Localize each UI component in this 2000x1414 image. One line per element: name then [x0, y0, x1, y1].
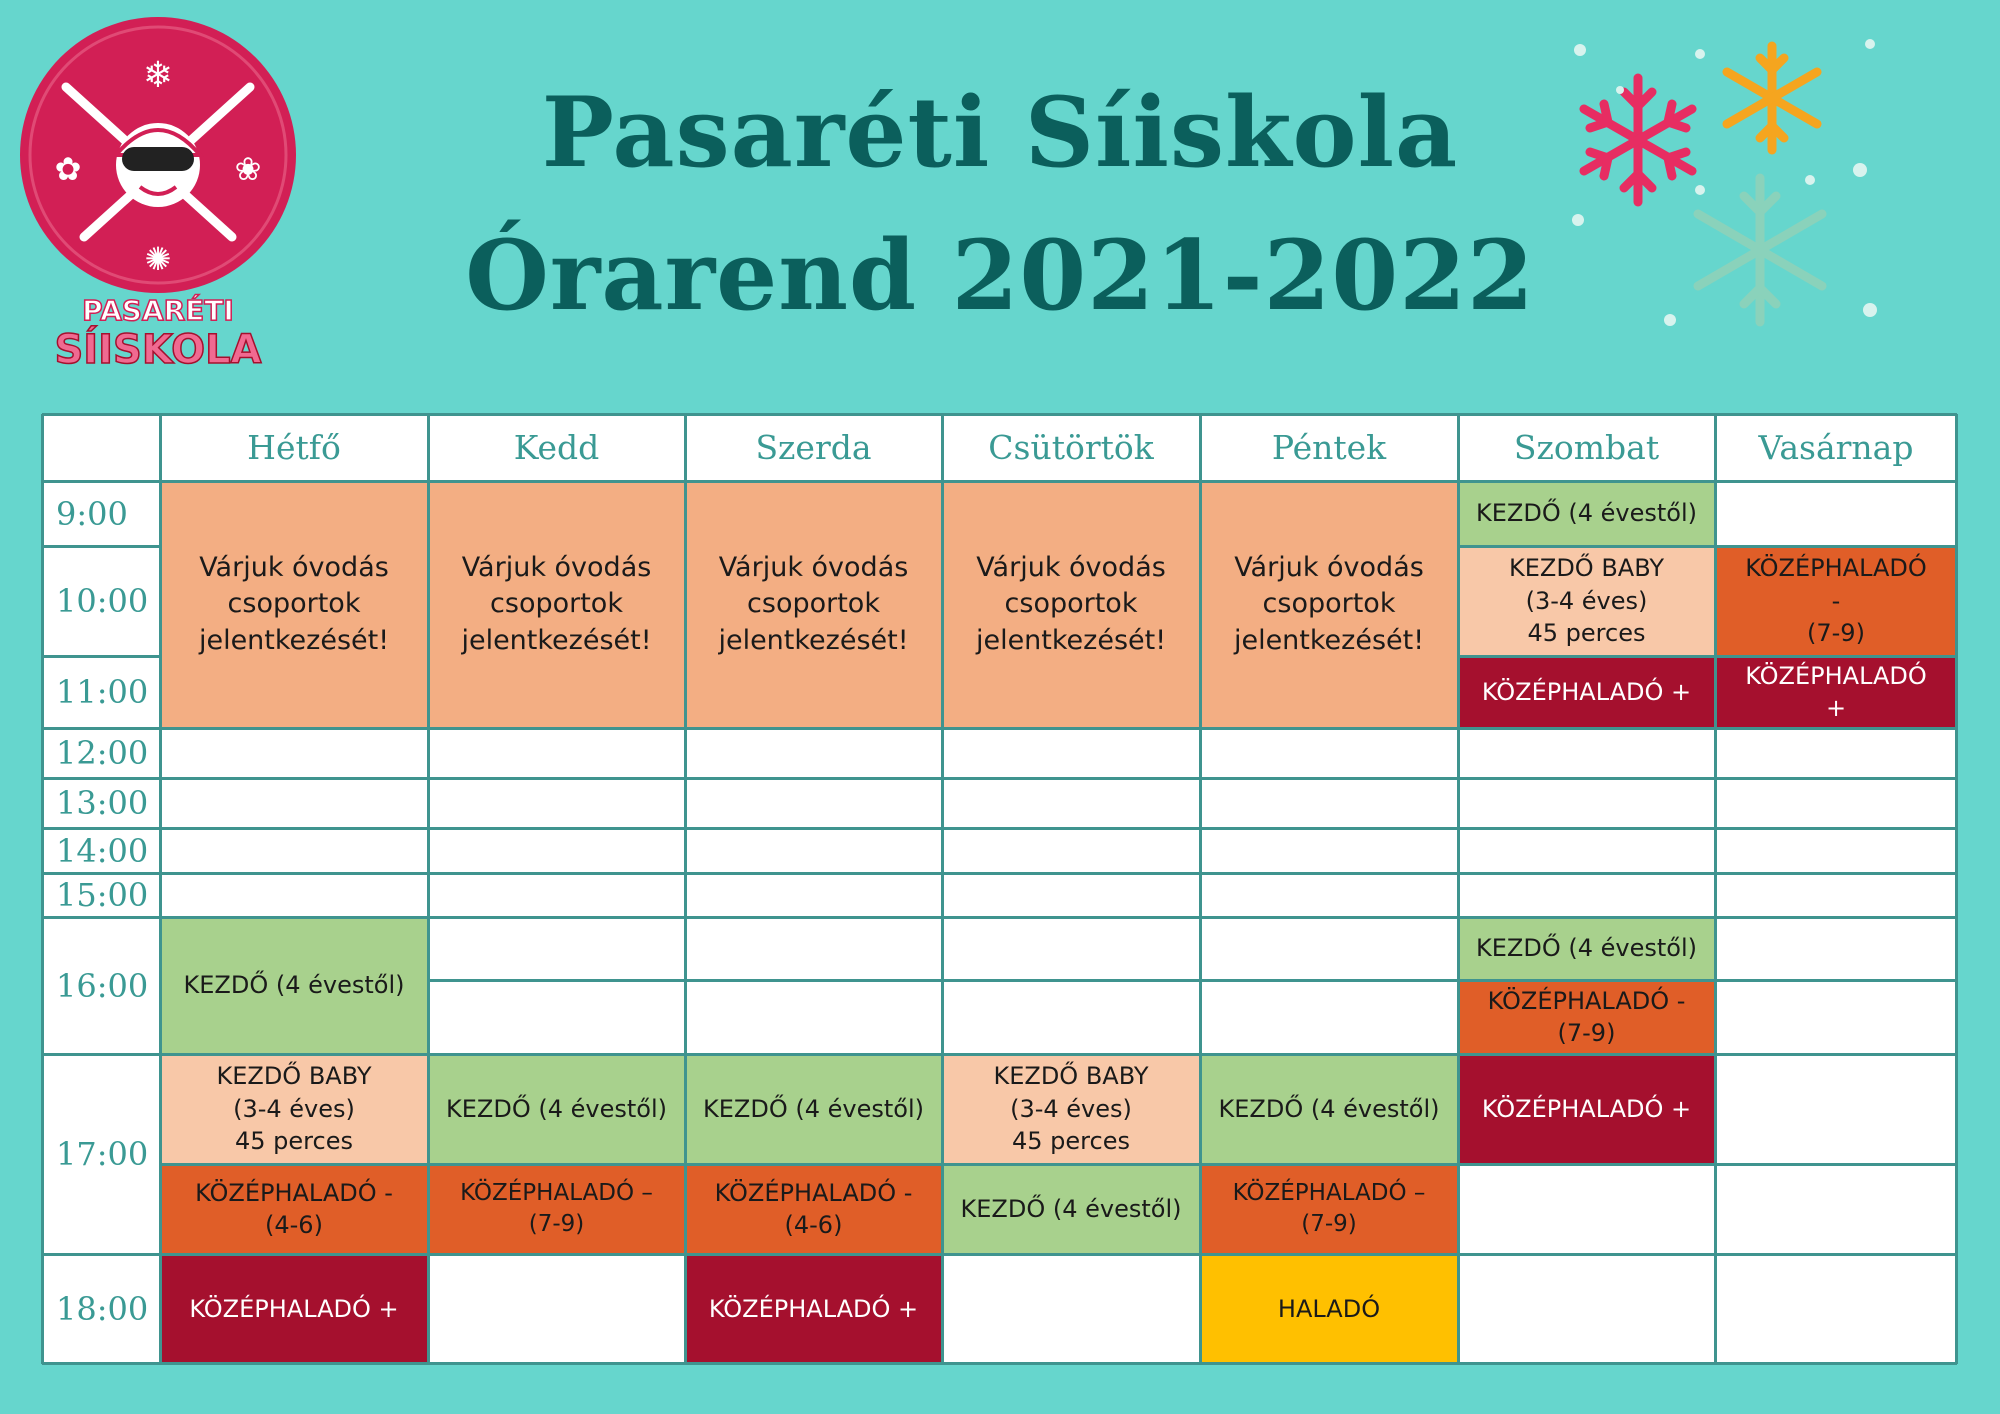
grid-line [41, 414, 44, 1364]
timetable [42, 414, 1957, 1364]
grid-line [684, 414, 687, 1364]
sat-11-cell-label: KÖZÉPHALADÓ + [1481, 677, 1692, 706]
kindergarten-cell-label: Várjuk óvodás csoportok jelentkezését! [198, 551, 390, 656]
snowflakes-decoration [1560, 30, 1900, 350]
grid-line [42, 1053, 1957, 1056]
grid-line [42, 916, 1957, 919]
sat-9-cell-label: KEZDŐ (4 évestől) [1476, 499, 1697, 528]
grid-line [1199, 414, 1202, 1364]
time-label: 9:00 [56, 494, 128, 533]
mon-17b-cell-label: KÖZÉPHALADÓ - (4-6) [195, 1178, 393, 1239]
wed-17a-cell [685, 1054, 942, 1164]
wed-18-cell-label: KÖZÉPHALADÓ + [708, 1294, 919, 1323]
tue-17a-cell-label: KEZDŐ (4 évestől) [446, 1094, 667, 1123]
grid-line [1458, 655, 1957, 658]
kindergarten-cell [942, 481, 1200, 728]
snowflake-icon [1584, 78, 1692, 202]
grid-line [42, 545, 160, 548]
day-header: Csütörtök [988, 428, 1154, 467]
sat-11-cell [1458, 656, 1715, 728]
day-header: Szombat [1513, 428, 1660, 467]
sun-11-cell [1715, 656, 1957, 728]
snowflake-icon [1698, 178, 1822, 322]
grid-line [42, 480, 1957, 483]
fri-17b-cell [1200, 1164, 1458, 1254]
time-label: 15:00 [56, 876, 149, 914]
mon-18-cell-label: KÖZÉPHALADÓ + [189, 1294, 399, 1323]
wed-17b-cell-label: KÖZÉPHALADÓ - (4-6) [714, 1178, 913, 1239]
grid-line [42, 827, 1957, 830]
page-subtitle: Órarend 2021-2022 [465, 219, 1535, 332]
snow-dots [1572, 39, 1877, 326]
fri-17a-cell [1200, 1054, 1458, 1164]
grid-line [1714, 414, 1717, 1364]
fri-18-cell [1200, 1254, 1458, 1364]
sun-10-cell-label: KÖZÉPHALADÓ - (7-9) [1745, 554, 1927, 648]
mon-16-cell-label: KEZDŐ (4 évestől) [183, 971, 405, 1000]
day-header: Péntek [1271, 428, 1387, 467]
thu-17a-cell-label: KEZDŐ BABY (3-4 éves) 45 perces [993, 1062, 1149, 1156]
kindergarten-cell-label: Várjuk óvodás csoportok jelentkezését! [975, 551, 1167, 656]
sat-17-cell [1458, 1054, 1715, 1164]
kindergarten-cell [428, 481, 685, 728]
time-label: 16:00 [56, 966, 149, 1005]
time-label: 18:00 [56, 1290, 149, 1328]
time-label: 12:00 [56, 734, 149, 772]
grid-line [42, 727, 1957, 730]
leaf-icon: ✿ [54, 150, 82, 188]
sat-16a-cell-label: KEZDŐ (4 évestől) [1476, 934, 1697, 963]
grid-line [428, 979, 1957, 982]
grid-line [42, 413, 1957, 416]
kindergarten-cell-label: Várjuk óvodás csoportok jelentkezését! [461, 551, 652, 656]
sat-9-cell [1458, 481, 1715, 546]
kindergarten-cell-label: Várjuk óvodás csoportok jelentkezését! [1233, 551, 1425, 656]
wed-18-cell [685, 1254, 942, 1364]
day-header: Szerda [755, 428, 872, 467]
flower-icon: ❀ [234, 150, 262, 188]
snowflake-icon: ❄ [142, 55, 174, 96]
time-label: 11:00 [56, 673, 149, 711]
wed-17a-cell-label: KEZDŐ (4 évestől) [703, 1094, 924, 1123]
time-label: 13:00 [56, 784, 149, 822]
sat-17-cell-label: KÖZÉPHALADÓ + [1481, 1094, 1692, 1123]
kindergarten-cell-label: Várjuk óvodás csoportok jelentkezését! [718, 551, 909, 656]
thu-17b-cell [942, 1164, 1200, 1254]
grid-line [42, 872, 1957, 875]
kindergarten-cell [685, 481, 942, 728]
fri-17a-cell-label: KEZDŐ (4 évestől) [1218, 1094, 1440, 1123]
day-header: Vasárnap [1758, 428, 1914, 467]
sat-10-cell [1458, 546, 1715, 656]
tue-17a-cell [428, 1054, 685, 1164]
sat-16b-cell-label: KÖZÉPHALADÓ - (7-9) [1487, 986, 1686, 1047]
sat-10-cell-label: KEZDŐ BABY (3-4 éves) 45 perces [1508, 554, 1665, 648]
grid-line [1955, 414, 1958, 1364]
snowflake-icon [1727, 46, 1817, 150]
grid-line [427, 414, 430, 1364]
time-label: 17:00 [56, 1135, 149, 1173]
tue-17b-cell [428, 1164, 685, 1254]
grid-line [941, 414, 944, 1364]
sun-icon: ✺ [144, 240, 172, 278]
thu-17b-cell-label: KEZDŐ (4 évestől) [960, 1194, 1182, 1223]
grid-line [160, 1163, 1957, 1166]
tue-17b-cell-label: KÖZÉPHALADÓ – (7-9) [460, 1179, 653, 1237]
logo-text-line1: PASARÉTI [82, 294, 234, 327]
grid-line [42, 1253, 1957, 1256]
mon-18-cell [160, 1254, 428, 1364]
logo-text-line2: SÍISKOLA [54, 327, 262, 370]
fri-17b-cell-label: KÖZÉPHALADÓ – (7-9) [1232, 1179, 1426, 1237]
time-label: 14:00 [56, 831, 149, 870]
sat-16a-cell [1458, 917, 1715, 980]
grid-line [42, 1362, 1957, 1365]
time-label: 10:00 [56, 582, 149, 620]
day-header: Hétfő [247, 428, 341, 467]
mon-17a-cell-label: KEZDŐ BABY (3-4 éves) 45 perces [216, 1062, 372, 1156]
grid-line [1457, 414, 1460, 1364]
fri-18-cell-label: HALADÓ [1277, 1294, 1381, 1323]
kindergarten-cell [160, 481, 428, 728]
day-header: Kedd [513, 428, 600, 467]
grid-line [42, 655, 160, 658]
mon-17a-cell [160, 1054, 428, 1164]
page-title: Pasaréti Síiskola [541, 76, 1459, 189]
sun-11-cell-label: KÖZÉPHALADÓ + [1745, 661, 1927, 722]
grid-line [159, 414, 162, 1364]
mon-17b-cell [160, 1164, 428, 1254]
sat-16b-cell [1458, 980, 1715, 1054]
mon-16-cell [160, 917, 428, 1054]
thu-17a-cell [942, 1054, 1200, 1164]
kindergarten-cell [1200, 481, 1458, 728]
wed-17b-cell [685, 1164, 942, 1254]
grid-line [42, 777, 1957, 780]
grid-line [1458, 545, 1957, 548]
sun-10-cell [1715, 546, 1957, 656]
